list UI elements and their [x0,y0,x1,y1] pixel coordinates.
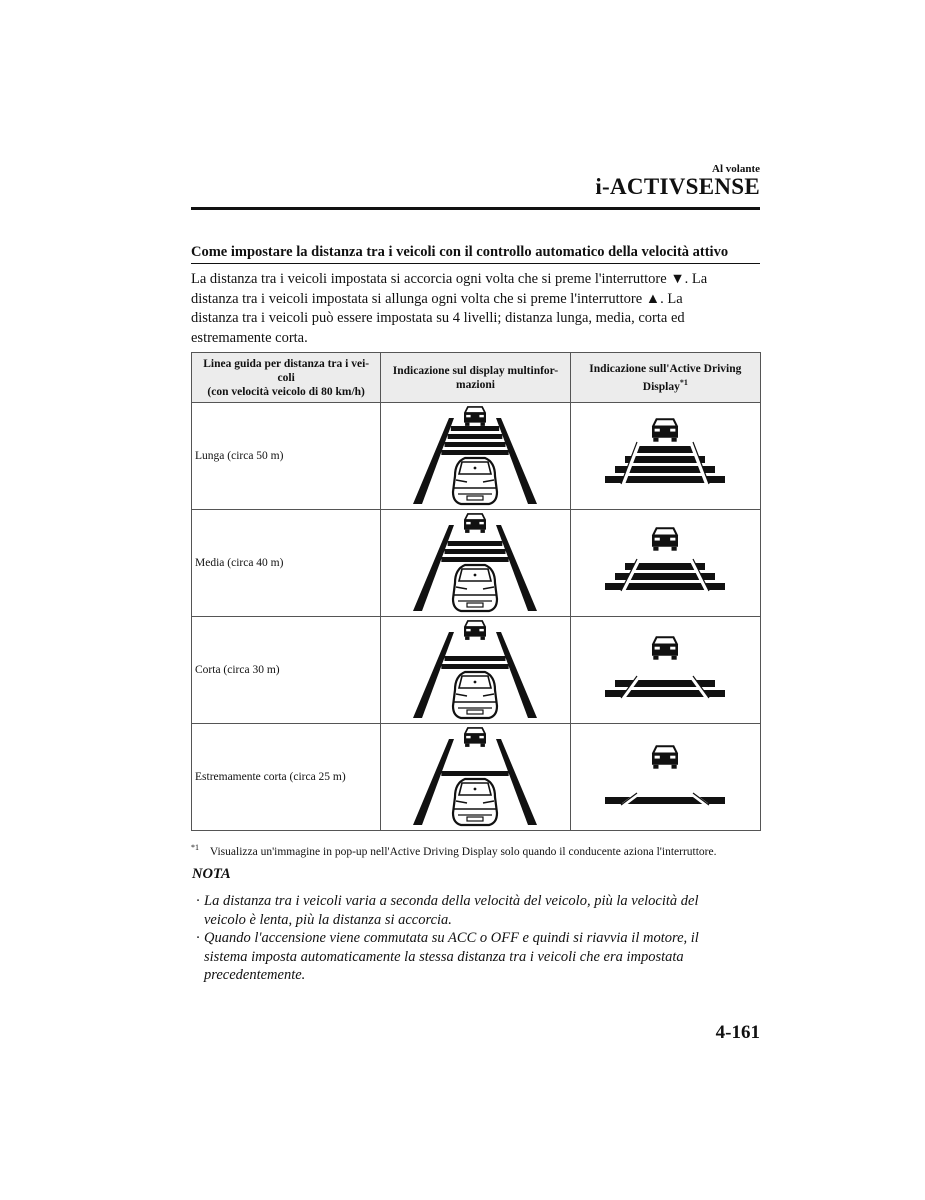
lane-line-left [413,739,454,825]
table-header-row [192,353,761,403]
multi-info-display-cell [381,724,570,831]
table-row [192,510,761,617]
lead-vehicle-icon [464,513,486,533]
distance-bar [451,426,499,431]
distance-bar [635,446,695,453]
multi-info-display-figure [405,727,545,827]
lead-vehicle-icon [652,745,678,768]
table-row [192,403,761,510]
distance-bar [442,664,509,669]
footnote [191,843,761,858]
multi-info-display-cell [381,403,570,510]
lane-line-left [413,632,454,718]
intro-line: La distanza tra i veicoli impostata si accorcia ogni volta che si preme l'interruttore ▼. La [191,271,708,287]
multi-info-display-cell [381,617,570,724]
lane-line-right [496,418,537,504]
lane-line-right [496,525,537,611]
lead-vehicle-icon [652,527,678,550]
section-heading: Come impostare la distanza tra i veicoli con il controllo automatico della velocità attivo [191,244,760,264]
active-driving-display-cell [570,403,760,510]
distance-bar [442,450,509,455]
table-row [192,617,761,724]
lead-vehicle-icon [464,620,486,640]
intro-paragraph [191,270,751,348]
lane-line-left [413,418,454,504]
page-number: 4-161 [715,1022,760,1043]
nota-item: · Quando l'accensione viene commutata su ACC o OFF e quindi si riavvia il motore, il sistema imposta automaticamente la stessa distanza tra i veicoli che era impostata precedentemente. [196,930,699,983]
distance-label: Corta (circa 30 m) [192,617,381,724]
distance-bar [445,442,506,447]
chapter-title: i-ACTIVSENSE [595,174,760,199]
footnote-text: Visualizza un'immagine in pop-up nell'Active Driving Display solo quando il conducente aziona l'interruttore. [209,845,717,858]
nota-item: · La distanza tra i veicoli varia a seconda della velocità del veicolo, più la velocità del veicolo è lenta, più la distanza si accorcia. [196,893,699,928]
distance-label: Lunga (circa 50 m) [192,403,381,510]
own-vehicle-icon [453,458,497,504]
lane-line-right [496,739,537,825]
intro-line: estremamente corta. [191,329,308,346]
header-multi-info-display: Indicazione sul display multinfor- mazioni [381,353,570,403]
distance-bar [448,434,503,439]
multi-info-display-figure [405,513,545,613]
active-driving-display-cell [570,510,760,617]
nota-title: NOTA [192,866,231,882]
distance-label: Estremamente corta (circa 25 m) [192,724,381,831]
lane-line-right [496,632,537,718]
lead-vehicle-icon [652,636,678,659]
lead-vehicle-icon [464,406,486,426]
own-vehicle-icon [453,672,497,718]
distance-bar [448,541,503,546]
distance-bar [625,456,705,463]
active-driving-display-figure [595,737,735,817]
own-vehicle-icon [453,565,497,611]
own-vehicle-icon [453,779,497,825]
multi-info-display-figure [405,406,545,506]
table-row [192,724,761,831]
active-driving-display-cell [570,724,760,831]
distance-bar [445,656,506,661]
bullet: · [196,893,200,909]
active-driving-display-figure [595,630,735,710]
header-rule [191,207,760,210]
header-active-driving-display: Indicazione sull'Active Driving Display$^{*1}$ [570,353,760,403]
distance-bar [445,549,506,554]
lead-vehicle-icon [464,727,486,747]
active-driving-display-figure [595,523,735,603]
active-driving-display-figure [595,416,735,496]
distance-label: Media (circa 40 m) [192,510,381,617]
intro-line: distanza tra i veicoli impostata si allunga ogni volta che si preme l'interruttore ▲. La [191,290,683,307]
header-guideline: Linea guida per distanza tra i vei- coli (con velocità veicolo di 80 km/h) [192,353,381,403]
distance-table [191,352,761,831]
nota-list [196,892,756,985]
multi-info-display-figure [405,620,545,720]
active-driving-display-cell [570,617,760,724]
intro-line: distanza tra i veicoli può essere impostata su 4 livelli; distanza lunga, media, corta ed [191,310,685,326]
lane-line-left [413,525,454,611]
bullet: · [196,930,200,946]
lead-vehicle-icon [652,418,678,441]
distance-bar [442,771,509,776]
section-label: Al volante [712,163,760,175]
distance-bar [442,557,509,562]
footnote-mark: *1 [191,843,199,852]
multi-info-display-cell [381,510,570,617]
